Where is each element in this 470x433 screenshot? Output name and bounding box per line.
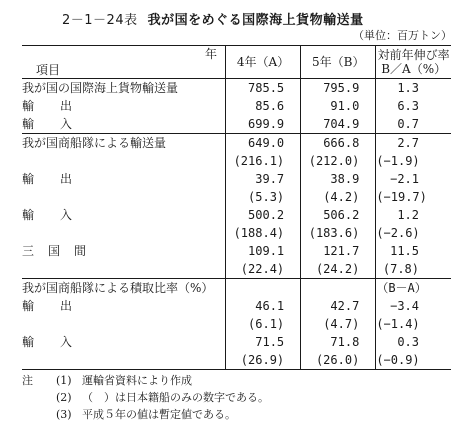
table-row — [22, 170, 451, 188]
cell-a: 46.1 — [226, 297, 301, 315]
cell-b: (4.7) — [301, 315, 376, 333]
cell-a: 785.5 — [226, 79, 301, 98]
cell-a: 699.9 — [226, 115, 301, 134]
col-header-b: 5年（B） — [301, 46, 376, 79]
cell-a: 71.5 — [226, 333, 301, 351]
cell-a: (6.1) — [226, 315, 301, 333]
table-row — [22, 188, 451, 206]
table-row — [22, 134, 451, 153]
table-row — [22, 315, 451, 333]
cell-ratio: −2.1 — [376, 170, 451, 188]
footnote — [22, 406, 269, 423]
cell-b: 71.8 — [301, 333, 376, 351]
note-text: 平成５年の値は暫定値である。 — [82, 408, 236, 421]
note-tag: 注 — [22, 374, 33, 387]
table-row — [22, 224, 451, 242]
cell-b: 506.2 — [301, 206, 376, 224]
cell-b: 666.8 — [301, 134, 376, 153]
table-row — [22, 115, 451, 134]
cell-ratio: (7.8) — [376, 260, 451, 279]
cell-ratio: (−1.9) — [376, 152, 451, 170]
row-label: 輸入 — [22, 117, 99, 131]
table-row — [22, 242, 451, 260]
table-row — [22, 279, 451, 298]
table-row — [22, 297, 451, 315]
cell-ratio: (−1.4) — [376, 315, 451, 333]
note-index: (1) — [56, 374, 72, 387]
cell-a — [226, 279, 301, 298]
table-row — [22, 152, 451, 170]
cell-b: (183.6) — [301, 224, 376, 242]
note-text: （ ）は日本籍船のみの数字である。 — [82, 391, 269, 404]
cell-a: (5.3) — [226, 188, 301, 206]
note-text: 運輸省資料により作成 — [82, 374, 192, 387]
row-label: 輸入 — [22, 335, 99, 349]
cell-b: (4.2) — [301, 188, 376, 206]
header-row — [22, 46, 451, 79]
table-row — [22, 97, 451, 115]
cargo-table — [22, 45, 451, 370]
cell-ratio: 6.3 — [376, 97, 451, 115]
cell-ratio: (−0.9) — [376, 351, 451, 370]
table-title-text: 我が国をめぐる国際海上貨物輸送量 — [147, 13, 364, 28]
note-index: (2) — [56, 391, 72, 404]
year-header: 年 — [204, 47, 217, 61]
cell-a: (26.9) — [226, 351, 301, 370]
cell-b: 91.0 — [301, 97, 376, 115]
table-row — [22, 260, 451, 279]
table-row — [22, 206, 451, 224]
row-label: 輸出 — [22, 99, 99, 113]
cell-ratio: 0.3 — [376, 333, 451, 351]
table-row — [22, 333, 451, 351]
row-label: 輸入 — [22, 208, 99, 222]
ratio-header-line2: B／A（%） — [381, 62, 447, 76]
table-number: 2－1－24表 — [62, 13, 138, 28]
row-label: 輸出 — [22, 299, 99, 313]
cell-b: (26.0) — [301, 351, 376, 370]
row-label: 我が国商船隊による輸送量 — [22, 134, 226, 153]
cell-a: (22.4) — [226, 260, 301, 279]
cell-ratio: (−2.6) — [376, 224, 451, 242]
item-header: 項目 — [36, 63, 61, 77]
cell-a: 500.2 — [226, 206, 301, 224]
note-index: (3) — [56, 408, 72, 421]
cell-a: (188.4) — [226, 224, 301, 242]
row-label: 輸出 — [22, 172, 99, 186]
cell-a: 85.6 — [226, 97, 301, 115]
cell-ratio: (−19.7) — [376, 188, 451, 206]
cell-b — [301, 279, 376, 298]
footnote — [22, 389, 269, 406]
cell-ratio: 0.7 — [376, 115, 451, 134]
cell-ratio: 2.7 — [376, 134, 451, 153]
cell-a: (216.1) — [226, 152, 301, 170]
cell-a: 39.7 — [226, 170, 301, 188]
table-row — [22, 351, 451, 370]
cell-ratio: 1.2 — [376, 206, 451, 224]
unit-label: （単位：百万トン） — [353, 29, 452, 42]
col-header-ratio — [376, 46, 451, 79]
ratio-header-line1: 対前年伸び率 — [377, 48, 450, 62]
cell-b: 121.7 — [301, 242, 376, 260]
cell-b: (24.2) — [301, 260, 376, 279]
cell-b: 38.9 — [301, 170, 376, 188]
cell-b: 795.9 — [301, 79, 376, 98]
table-title — [62, 9, 364, 28]
cell-a: 109.1 — [226, 242, 301, 260]
row-label: 我が国商船隊による積取比率（%） — [22, 279, 226, 298]
cell-ratio: （B－A） — [376, 279, 451, 298]
cell-ratio: −3.4 — [376, 297, 451, 315]
row-label: 我が国の国際海上貨物輸送量 — [22, 79, 226, 98]
cell-b: 704.9 — [301, 115, 376, 134]
header-diagonal-cell — [22, 46, 226, 79]
row-label: 三国間 — [22, 244, 101, 258]
cell-a: 649.0 — [226, 134, 301, 153]
table-row — [22, 79, 451, 98]
cell-b: (212.0) — [301, 152, 376, 170]
cell-ratio: 1.3 — [376, 79, 451, 98]
col-header-a: 4年（A） — [226, 46, 301, 79]
footnotes — [22, 372, 269, 423]
footnote — [22, 372, 269, 389]
cell-b: 42.7 — [301, 297, 376, 315]
cell-ratio: 11.5 — [376, 242, 451, 260]
